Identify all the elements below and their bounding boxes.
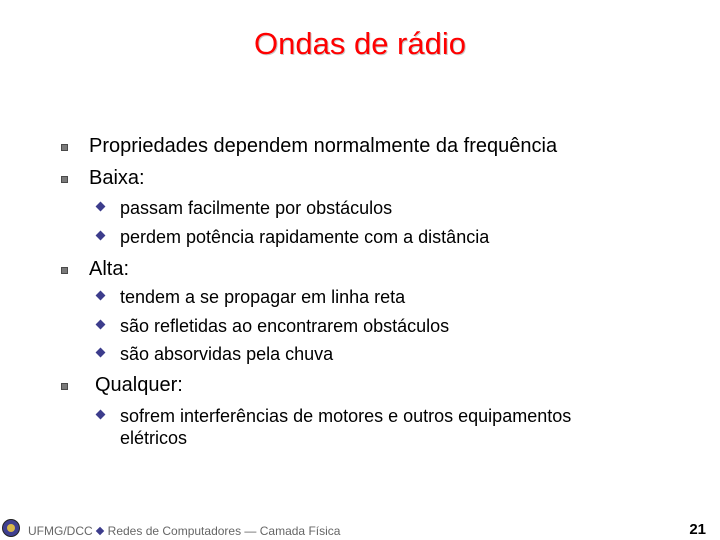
- bullet-text: Baixa:: [89, 167, 145, 189]
- diamond-bullet-icon: [96, 291, 106, 301]
- diamond-bullet-icon: [96, 410, 106, 420]
- university-logo-icon: [2, 519, 20, 537]
- sub-bullet-text: tendem a se propagar em linha reta: [120, 287, 406, 307]
- sub-bullet-text: são refletidas ao encontrarem obstáculos: [120, 316, 450, 336]
- square-bullet-icon: [61, 176, 68, 183]
- footer-institution: UFMG/DCC: [28, 524, 93, 538]
- sub-bullet-text: perdem potência rapidamente com a distância: [120, 227, 490, 247]
- page-number: 21: [689, 521, 706, 538]
- square-bullet-icon: [61, 383, 68, 390]
- diamond-bullet-icon: [96, 231, 106, 241]
- slide-title: Ondas de rádio: [254, 26, 466, 61]
- bullet-text: Qualquer:: [95, 374, 183, 396]
- footer: [28, 524, 340, 538]
- diamond-bullet-icon: [96, 202, 106, 212]
- bullet-text: Propriedades dependem normalmente da frequência: [89, 135, 558, 157]
- diamond-bullet-icon: [96, 320, 106, 330]
- sub-bullet-text: sofrem interferências de motores e outros equipamentos elétricos: [120, 406, 572, 448]
- diamond-separator-icon: [95, 527, 103, 535]
- sub-bullet-text: são absorvidas pela chuva: [120, 344, 334, 364]
- bullet-text: Alta:: [89, 258, 130, 280]
- square-bullet-icon: [61, 267, 68, 274]
- sub-bullet-text: passam facilmente por obstáculos: [120, 198, 393, 218]
- square-bullet-icon: [61, 144, 68, 151]
- footer-course: Redes de Computadores ― Camada Física: [107, 524, 341, 538]
- diamond-bullet-icon: [96, 348, 106, 358]
